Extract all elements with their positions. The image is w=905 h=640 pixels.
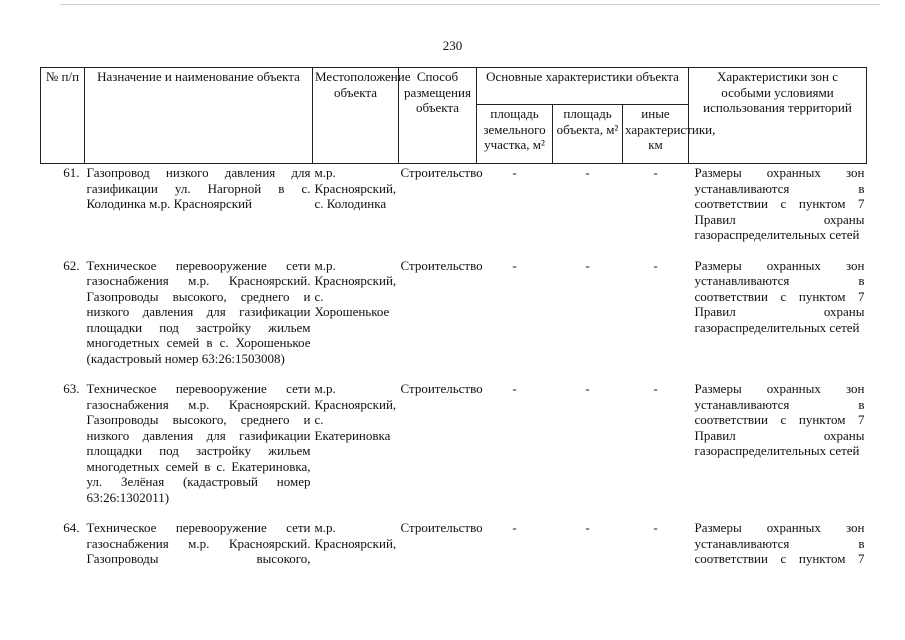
header-zones: Характеристики зон с особыми условиями использования территорий (689, 68, 867, 164)
row-number: 64. (63, 520, 80, 535)
header-num: № п/п (41, 68, 85, 164)
land-area-value: - (512, 165, 517, 180)
row-number: 62. (63, 257, 80, 273)
header-object-area: площадь объекта, м² (553, 105, 623, 164)
row-number: 63. (63, 381, 80, 396)
table-row (41, 257, 867, 381)
header-main-characteristics: Основные характеристики объекта (477, 68, 689, 105)
header-location: Местоположение объекта (313, 68, 399, 164)
other-characteristics-value: - (653, 520, 658, 535)
table-row (41, 380, 867, 519)
object-name: Газопровод низкого давления для газификации ул. Нагорной в с. Колодинка м.р. Красноярский (86, 165, 311, 211)
other-characteristics-value: - (653, 381, 658, 396)
object-area-value: - (585, 381, 590, 396)
object-name: Техническое перевооружение сети газоснабжения м.р. Красноярский. Газопроводы высокого, (86, 520, 311, 566)
object-location: м.р. Красноярский, (314, 520, 397, 551)
object-location: м.р. Красноярский, с. Екатериновка (314, 381, 397, 443)
zone-characteristics: Размеры охранных зон устанавливаются в соответствии с пунктом 7 Правил охраны газораспределительных сетей (694, 381, 865, 458)
object-location: м.р. Красноярский, с. Хорошенькое (314, 257, 397, 319)
zone-characteristics: Размеры охранных зон устанавливаются в соответствии с пунктом 7 (694, 520, 865, 566)
page-number: 230 (442, 38, 463, 53)
other-characteristics-value: - (653, 165, 658, 180)
object-name: Техническое перевооружение сети газоснабжения м.р. Красноярский. Газопроводы высокого, среднего и низкого давления для газификации площадки под застройку жильем многодетных семей в с. Хорошенькое (кадастровый номер 63:26:1503008) (86, 257, 311, 366)
object-area-value: - (585, 165, 590, 180)
zone-characteristics: Размеры охранных зон устанавливаются в соответствии с пунктом 7 Правил охраны газораспределительных сетей (694, 165, 865, 242)
land-area-value: - (512, 381, 517, 396)
header-name: Назначение и наименование объекта (85, 68, 313, 164)
header-land-area: площадь земельного участка, м² (477, 105, 553, 164)
page-top-rule (60, 4, 880, 5)
placement-method: Строительство (400, 381, 483, 396)
header-method: Способ размещения объекта (399, 68, 477, 164)
zone-characteristics: Размеры охранных зон устанавливаются в соответствии с пунктом 7 Правил охраны газораспределительных сетей (694, 257, 865, 335)
placement-method: Строительство (400, 257, 483, 273)
header-other-characteristics: иные характеристики, км (623, 105, 689, 164)
placement-method: Строительство (400, 165, 483, 180)
other-characteristics-value: - (653, 257, 658, 273)
object-area-value: - (585, 520, 590, 535)
land-area-value: - (512, 257, 517, 273)
object-name: Техническое перевооружение сети газоснабжения м.р. Красноярский. Газопроводы высокого, среднего и низкого давления для газификации площадки под застройку жильем многодетных семей в с. Екатериновка, ул. Зелёная (кадастровый номер 63:26:1302011) (86, 381, 311, 505)
object-location: м.р. Красноярский, с. Колодинка (314, 165, 397, 211)
table-row (41, 164, 867, 257)
object-area-value: - (585, 257, 590, 273)
placement-method: Строительство (400, 520, 483, 535)
row-number: 61. (63, 165, 80, 180)
table-row (41, 519, 867, 581)
land-area-value: - (512, 520, 517, 535)
objects-table (40, 67, 867, 581)
